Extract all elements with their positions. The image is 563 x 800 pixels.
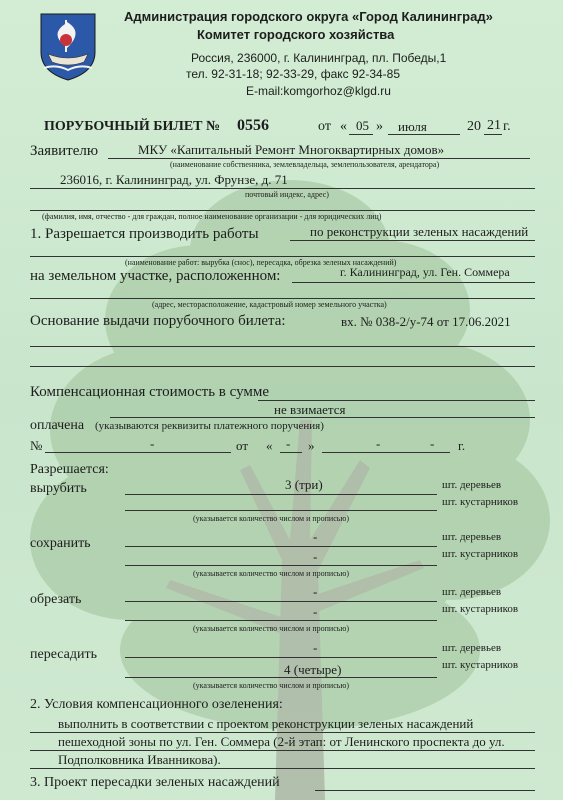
payment-quote-open: « [266,438,273,453]
section2-text1: выполнить в соответствии с проектом реконструкции зеленых насаждений [58,716,474,731]
ticket-day-quote-close: » [376,119,383,134]
payment-quote-close: » [308,438,315,453]
org-name-line1: Администрация городского округа «Город Калининград» [124,9,493,24]
coat-of-arms-logo [38,12,98,82]
trim-shrubs-label: шт. кустарников [442,603,519,615]
ticket-title: ПОРУБОЧНЫЙ БИЛЕТ № [44,119,221,134]
payment-year-dash: - [430,436,435,451]
paid-hint: (указываются реквизиты платежного поручения) [95,420,324,432]
trim-hint: (указывается количество числом и прописью) [193,624,350,633]
ticket-date-prefix: от [318,119,331,134]
applicant-address-hint: почтовый индекс, адрес) [245,190,329,199]
paid-label: оплачена [30,418,85,433]
applicant-person-hint: (фамилия, имя, отчество - для граждан, полное наименование организации - для юридических лиц) [42,212,382,221]
ticket-year-prefix: 20 [467,119,481,134]
ticket-day-quote-open: « [340,119,347,134]
keep-trees-value: - [313,529,318,544]
trim-trees-value: - [313,584,318,599]
payment-from-label: от [236,438,249,453]
ticket-year-suffix: 21 [487,118,501,133]
basis-value: вх. № 038-2/у-74 от 17.06.2021 [341,314,511,329]
org-email: E-mail:komgorhoz@klgd.ru [246,84,391,98]
section1-label: 1. Разрешается производить работы [30,226,259,242]
trim-label: обрезать [30,592,82,607]
payment-month-dash: - [376,436,381,451]
plot-hint: (адрес, месторасположение, кадастровый номер земельного участка) [152,300,387,309]
section1-hint: (наименование работ: вырубка (снос), пересадка, обрезка зеленых насаждений) [125,258,397,267]
section2-text3: Подполковника Иванникова). [58,752,221,767]
ticket-day: 05 [356,118,369,133]
replant-shrubs-value: 4 (четыре) [284,662,342,677]
section2-text2: пешеходной зоны по ул. Ген. Соммера (2-й этап: от Ленинского проспекта до ул. [58,734,505,749]
permits-title: Разрешается: [30,462,109,477]
cut-shrubs-label: шт. кустарников [442,496,519,508]
compensation-value: не взимается [274,402,346,417]
applicant-name: МКУ «Капитальный Ремонт Многоквартирных домов» [138,142,445,157]
payment-day-dash: - [286,436,291,451]
replant-label: пересадить [30,647,97,662]
cut-trees-label: шт. деревьев [442,479,502,491]
payment-g-label: г. [458,438,466,453]
replant-trees-value: - [313,640,318,655]
basis-label: Основание выдачи порубочного билета: [30,313,286,329]
replant-trees-label: шт. деревьев [442,642,502,654]
cut-trees-value: 3 (три) [285,477,323,492]
ticket-month: июля [398,119,427,134]
org-address: Россия, 236000, г. Калининград, пл. Победы,1 [191,51,447,65]
keep-shrubs-label: шт. кустарников [442,548,519,560]
section2-label: 2. Условия компенсационного озеленения: [30,697,283,712]
ticket-year-end: г. [503,119,511,134]
keep-hint: (указывается количество числом и прописью) [193,569,350,578]
replant-hint: (указывается количество числом и прописью) [193,681,350,690]
org-phones: тел. 92-31-18; 92-33-29, факс 92-34-85 [186,67,401,81]
ticket-number: 0556 [237,117,269,134]
keep-shrubs-value: - [313,549,318,564]
keep-label: сохранить [30,536,91,551]
cut-hint: (указывается количество числом и прописью) [193,514,350,523]
trim-trees-label: шт. деревьев [442,586,502,598]
section1-value: по реконструкции зеленых насаждений [310,224,529,239]
applicant-label: Заявителю [30,143,99,159]
cut-label: вырубить [30,481,87,496]
trim-shrubs-value: - [313,604,318,619]
plot-value: г. Калининград, ул. Ген. Соммера [340,265,510,279]
applicant-name-hint: (наименование собственника, землевладельца, землепользователя, арендатора) [170,160,440,169]
plot-label: на земельном участке, расположенном: [30,268,281,284]
keep-trees-label: шт. деревьев [442,531,502,543]
compensation-label: Компенсационная стоимость в сумме [30,384,270,400]
applicant-address: 236016, г. Калининград, ул. Фрунзе, д. 71 [60,172,288,187]
payment-no-dash: - [150,436,155,451]
section3-label: 3. Проект пересадки зеленых насаждений [30,775,280,790]
org-name-line2: Комитет городского хозяйства [197,27,395,42]
payment-no-label: № [30,438,43,453]
replant-shrubs-label: шт. кустарников [442,659,519,671]
